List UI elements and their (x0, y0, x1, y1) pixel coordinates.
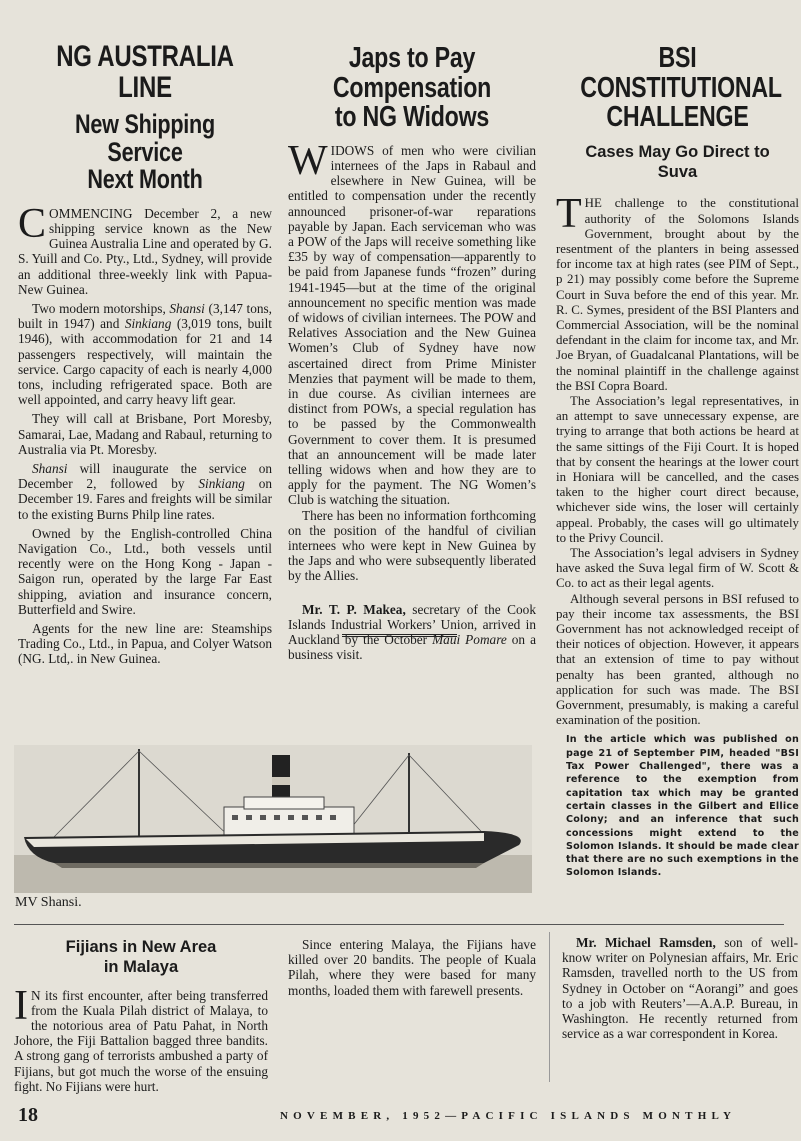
drop-cap: W (288, 137, 328, 184)
paragraph: Shansi will inaugurate the service on December 2, followed by Sinkiang on December 19. Fares and freights will be similar to the existing Burns Philp line rates. (18, 461, 272, 522)
paragraph: Although several persons in BSI refused to pay their income tax assessments, the BSI Government has not acknowledged receipt of their notices of objection. However, it appears that an extension of time to pay without penalty has been granted, although no application for such was made. The BSI Government, presumably, is making a careful examination of the position. (556, 591, 799, 728)
drop-cap: I (14, 982, 28, 1029)
photo-caption: MV Shansi. (15, 895, 82, 910)
paragraph: COMMENCING December 2, a new shipping service known as the New Guinea Australia Line and operated by G. S. Yuill and Co. Pty., Ltd., Sydney, will provide an additional three-weekly link with Papua-New Guinea. (18, 200, 272, 297)
divider (342, 634, 457, 637)
headline: NG AUSTRALIA LINE (56, 40, 234, 104)
column-rule (549, 932, 550, 1082)
article-fijians-continued (288, 937, 536, 998)
article-fijians-malaya (14, 938, 268, 1094)
correction-note: In the article which was published on page 21 of September PIM, headed "BSI Tax Power Challenged", there was a reference to the exemption from capitation tax which may be granted certain classes in the Gilbert and Ellice Colony; and an inference that such concessions might extend to the Solomon Islands. It should be made clear that there are no such exemptions in the Solomon Islands. (566, 734, 799, 879)
paragraph: THE challenge to the constitutional authority of the Solomons Islands Government, brought about by the resentment of the planters in being assessed for income tax at high rates (see PIM of Sept., p 21) may possibly come before the Supreme Court in Suva before the end of this year. Mr. R. C. Symes, president of the BSI Planters and Commercial Association, will be the nominal defendant in the claim for income tax, and Mr. Joe Bryan, of Guadalcanal Plantations, will be the nominal plaintiff in the challenge against the BSI Copra Board. (556, 191, 799, 393)
paragraph: There has been no information forthcoming on the position of the handful of civilian internees who were kept in New Guinea by the Japs and who were subsequently liberated by the Allies. (288, 507, 536, 584)
article-ng-australia-line (18, 42, 272, 667)
subheadline: Cases May Go Direct to (585, 142, 770, 161)
headline-line3: Next Month (87, 164, 203, 195)
headline: BSI CONSTITUTIONAL (580, 42, 782, 104)
paragraph: I N its first encounter, after being transferred from the Kuala Pilah district of Malaya, to the notorious area of Patu Pahat, in North Johore, the Fiji Battalion bagged three bandits. A strong gang of terrorists ambushed a party of Fijians, but got much the worse of the ensuing fight. No Fijians were hurt. (14, 982, 268, 1094)
paragraph: Two modern motorships, Shansi (3,147 tons, built in 1947) and Sinkiang (3,019 tons, built 1946), with accommodation for 21 and 14 passengers respectively, will maintain the service. Cargo capacity of each is nearly 4,000 tons, including refrigerated space. Both are well appointed, and carry heavy lift gear. (18, 301, 272, 408)
headline: Japs to Pay Compensation (332, 42, 492, 104)
paragraph: Mr. Michael Ramsden, son of well-know writer on Polynesian affairs, Mr. Eric Ramsden, travelled north to the US from Sydney in October on “Aorangi” and goes to a job with Reuters’—A.A.P. Bureau, in Washington. He recently returned from service as a war correspondent in Korea. (562, 935, 798, 1042)
paragraph: WIDOWS of men who were civilian internees of the Japs in Rabaul and elsewhere in New Guinea, will be entitled to compensation under the recently announced prisoner-of-war reparations payable by Japan. Each serviceman who was a POW of the Japs will receive something like £35 by way of compensation—apparently to be paid from Japanese funds “frozen” during 1941-1945—but at the time of the original announcement no specific mention was made of widows of civilian internees. The POW and Relatives Association and the New Guinea Women’s Club of Sydney have now ascertained direct from Prime Minister Menzies that payment will be made to them, in due course. As civilian internees are distinct from POWs, a special regulation has to be passed by the Commonwealth Government to cover them. It is presumed that an announcement will be made later telling widows when and how they are to apply for the payment. The NG Women’s Club is watching the situation. (288, 137, 536, 508)
headline-line2: in Malaya (103, 957, 179, 976)
divider (14, 924, 784, 925)
drop-cap: C (18, 200, 47, 247)
paragraph: The Association’s legal advisers in Sydney have asked the Suva legal firm of W. Scott & Co. to act as their legal agents. (556, 546, 799, 591)
paragraph: The Association’s legal representatives, in an attempt to save unnecessary expense, are trying to arrange that both actions be heard at the same sittings of the Fiji Court. It is hoped that by consent the hearings at the lower court in Honiara will be cancelled, and the cases taken to the higher court direct because, whichever side wins, the loser will certainly appeal. Probably, the cases will go ultimately to the Privy Council. (556, 393, 799, 545)
ship-photo (14, 745, 532, 893)
headline-line2: CHALLENGE (606, 101, 749, 134)
paragraph: Agents for the new line are: Steamships Trading Co., Ltd., in Papua, and Colyer Watson (NG. Ltd,. in New Guinea. (18, 621, 272, 667)
page-number: 18 (18, 1104, 38, 1126)
paragraph: Since entering Malaya, the Fijians have killed over 20 bandits. The people of Kuala Pilah, where they were based for many months, loaded them with farewell presents. (288, 937, 536, 998)
subheadline-line2: Suva (657, 162, 698, 181)
headline-line2: to NG Widows (334, 101, 490, 134)
headline-line2: New Shipping Service (75, 109, 215, 167)
article-japs-compensation (288, 44, 536, 662)
paragraph: They will call at Brisbane, Port Moresby, Samarai, Lae, Madang and Rabaul, returning to Australia via Pt. Moresby. (18, 411, 272, 457)
article-ramsden (562, 935, 798, 1041)
article-bsi-challenge (556, 44, 799, 880)
paragraph: Owned by the English-controlled China Navigation Co., Ltd., both vessels until recently were on the Hong Kong - Japan - Saigon run, operated by the large Far East shipping, aviation and insurance concern, Butterfield and Swire. (18, 525, 272, 617)
headline: Fijians in New Area (65, 938, 217, 956)
drop-cap: T (556, 191, 582, 238)
masthead-footer: NOVEMBER, 1952—PACIFIC ISLANDS MONTHLY (280, 1110, 737, 1122)
paragraph: Mr. T. P. Makea, secretary of the Cook Islands Industrial Workers’ Union, arrived in Auckland by the October Maui Pomare on a business visit. (288, 601, 536, 663)
